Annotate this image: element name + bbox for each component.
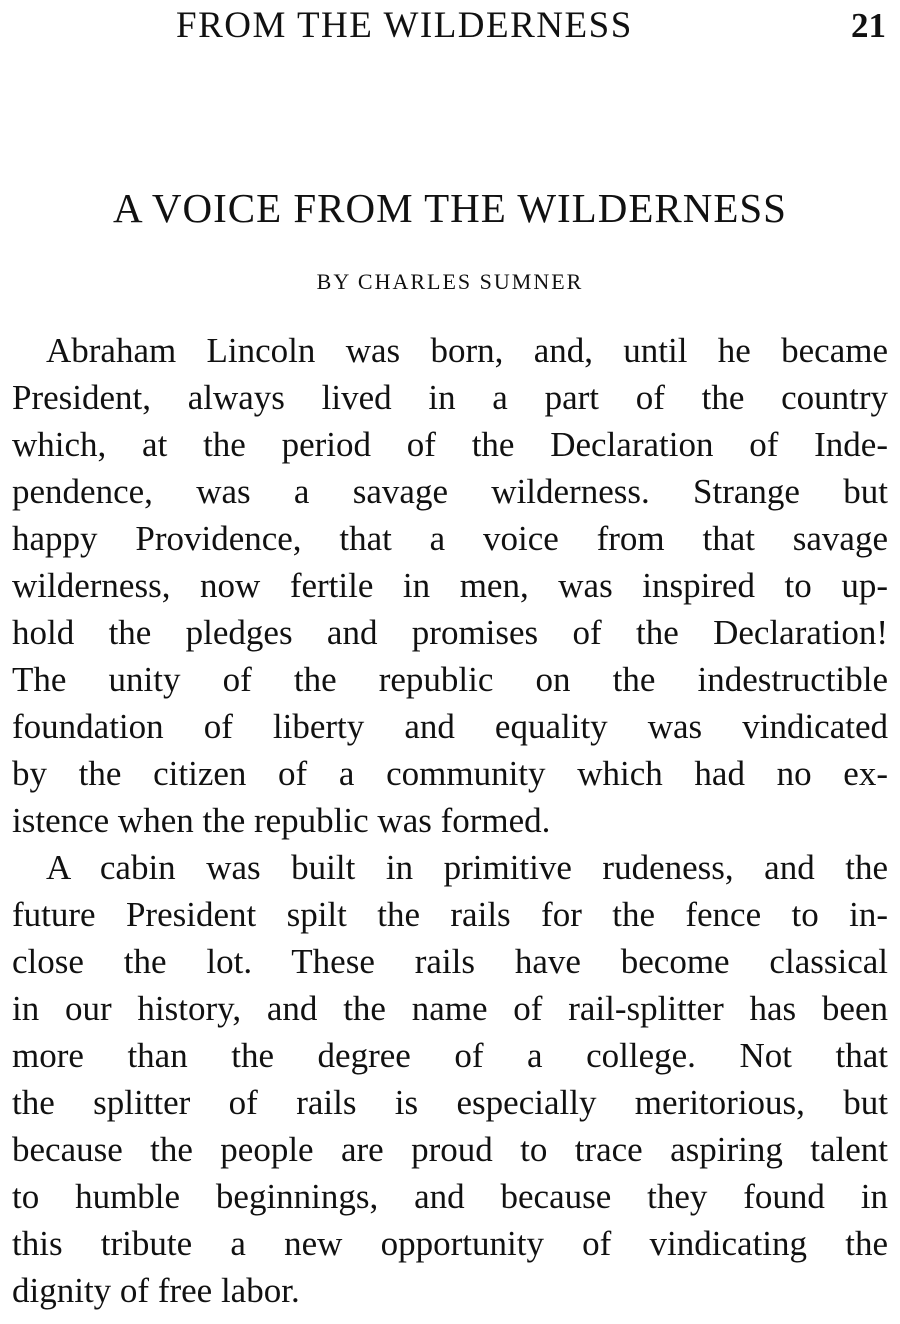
byline: BY CHARLES SUMNER: [316, 269, 584, 294]
text-line: which, at the period of the Declaration of Inde-: [12, 425, 888, 464]
text-line: more than the degree of a college. Not that: [12, 1036, 888, 1075]
text-line: in our history, and the name of rail-splitter has been: [12, 989, 888, 1028]
running-title: FROM THE WILDERNESS: [176, 5, 633, 46]
paragraph-1: [12, 327, 888, 844]
text-line: hold the pledges and promises of the Declaration!: [12, 613, 888, 652]
article-body: [12, 327, 888, 1314]
text-line: istence when the republic was formed.: [12, 801, 551, 840]
text-line: close the lot. These rails have become classical: [12, 942, 888, 981]
page-number: 21: [851, 6, 886, 45]
text-line: Abraham Lincoln was born, and, until he became: [46, 331, 888, 370]
article-title: A VOICE FROM THE WILDERNESS: [113, 185, 787, 231]
text-line: this tribute a new opportunity of vindicating the: [12, 1224, 888, 1263]
book-page: [12, 0, 888, 1324]
running-header: [12, 2, 888, 50]
text-line: wilderness, now fertile in men, was inspired to up-: [12, 566, 888, 605]
paragraph-2: [12, 844, 888, 1314]
text-line: by the citizen of a community which had no ex-: [12, 754, 888, 793]
text-line: The unity of the republic on the indestructible: [12, 660, 888, 699]
text-line: President, always lived in a part of the country: [12, 378, 888, 417]
text-line: the splitter of rails is especially meritorious, but: [12, 1083, 888, 1122]
text-line: foundation of liberty and equality was vindicated: [12, 707, 888, 746]
text-line: happy Providence, that a voice from that savage: [12, 519, 888, 558]
text-line: A cabin was built in primitive rudeness, and the: [46, 848, 888, 887]
text-line: because the people are proud to trace aspiring talent: [12, 1130, 888, 1169]
text-line: dignity of free labor.: [12, 1271, 300, 1310]
text-line: to humble beginnings, and because they found in: [12, 1177, 888, 1216]
text-line: future President spilt the rails for the fence to in-: [12, 895, 888, 934]
text-line: pendence, was a savage wilderness. Strange but: [12, 472, 888, 511]
